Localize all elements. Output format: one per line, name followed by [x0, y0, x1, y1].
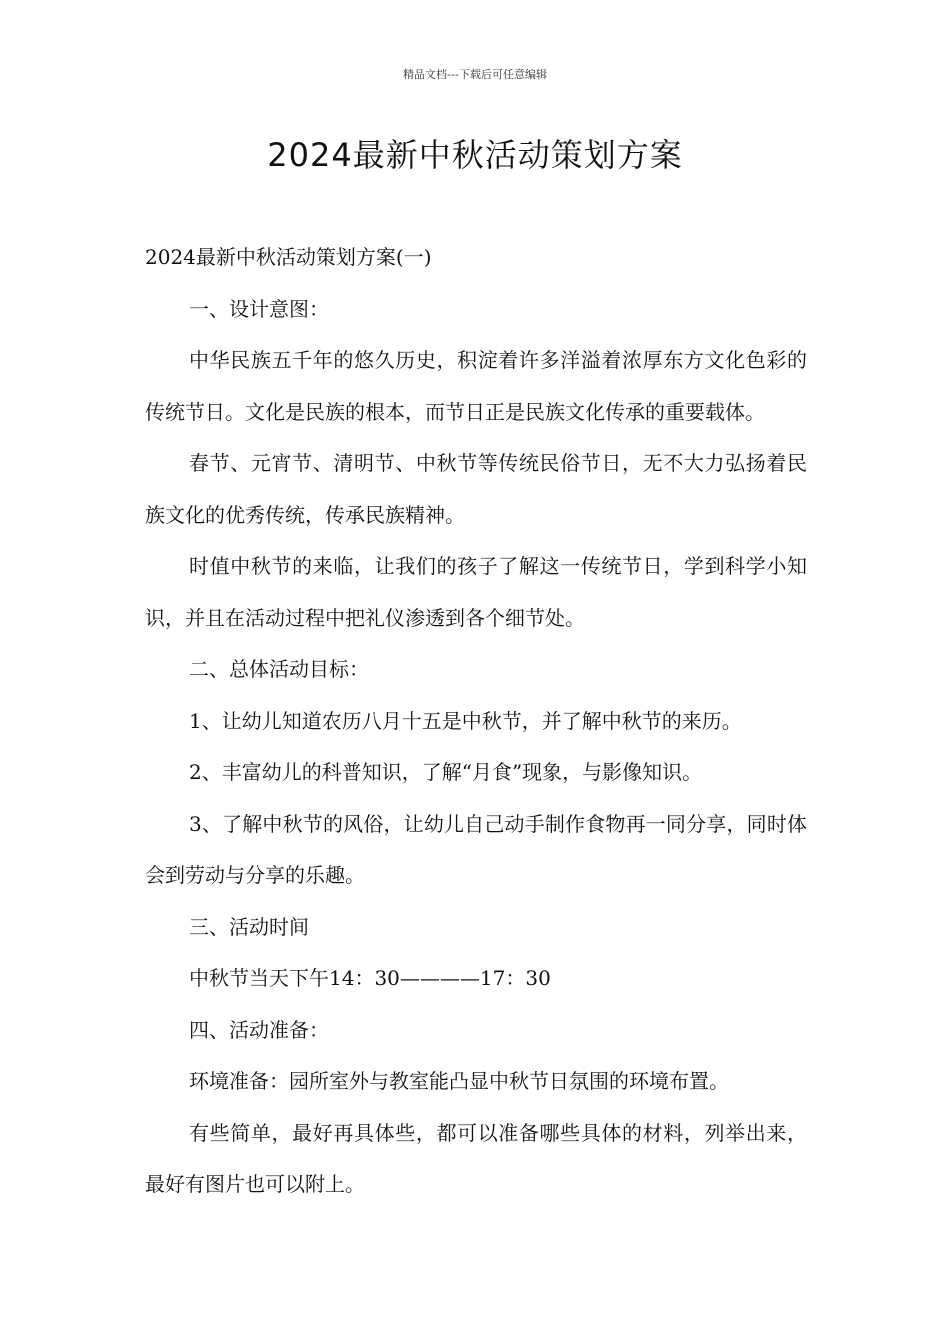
list-item: 3、了解中秋节的风俗，让幼儿自己动手制作食物再一同分享，同时体会到劳动与分享的乐趣。	[145, 811, 807, 887]
header-note: 精品文档---下载后可任意编辑	[403, 68, 547, 81]
subheading: 二、总体活动目标：	[189, 657, 369, 681]
document-title: 2024最新中秋活动策划方案	[267, 136, 683, 174]
list-item: 1、让幼儿知道农历八月十五是中秋节，并了解中秋节的来历。	[189, 708, 742, 733]
paragraph: 有些简单，最好再具体些，都可以准备哪些具体的材料，列举出来，最好有图片也可以附上。	[145, 1120, 807, 1196]
section-heading: 2024最新中秋活动策划方案(一)	[145, 245, 432, 269]
paragraph: 时值中秋节的来临，让我们的孩子了解这一传统节日，学到科学小知识，并且在活动过程中把礼仪渗透到各个细节处。	[145, 554, 807, 630]
subheading: 三、活动时间	[189, 914, 309, 939]
subheading: 四、活动准备：	[189, 1017, 329, 1042]
paragraph: 中秋节当天下午14：30————17：30	[189, 966, 551, 990]
paragraph: 春节、元宵节、清明节、中秋节等传统民俗节日，无不大力弘扬着民族文化的优秀传统，传承民族精神。	[145, 451, 807, 527]
paragraph: 中华民族五千年的悠久历史，积淀着许多洋溢着浓厚东方文化色彩的传统节日。文化是民族的根本，而节日正是民族文化传承的重要载体。	[145, 348, 807, 424]
paragraph: 环境准备：园所室外与教室能凸显中秋节日氛围的环境布置。	[189, 1069, 729, 1093]
list-item: 2、丰富幼儿的科普知识，了解“月食”现象，与影像知识。	[189, 760, 703, 784]
subheading: 一、设计意图：	[189, 296, 329, 321]
document-body	[145, 232, 807, 1211]
